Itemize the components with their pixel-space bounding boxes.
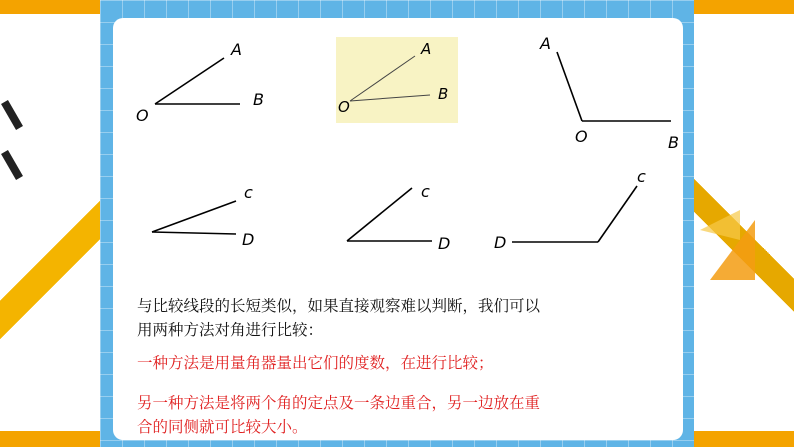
ray-oa-3 xyxy=(557,52,582,121)
ray-oa-2 xyxy=(350,56,415,101)
intro-line-1: 与比较线段的长短类似，如果直接观察难以判断，我们可以 xyxy=(137,297,541,315)
label-o-2: O xyxy=(338,98,350,116)
label-b-3: B xyxy=(668,133,679,152)
ray-c-1 xyxy=(152,201,236,232)
label-c-2: c xyxy=(421,182,430,201)
method-one-line: 一种方法是用量角器量出它们的度数，在进行比较； xyxy=(137,354,494,372)
label-d-1: D xyxy=(242,230,255,249)
method-two-line-2: 合的同侧就可比较大小。 xyxy=(137,418,308,436)
label-a-1: A xyxy=(231,40,242,59)
label-a-3: A xyxy=(540,34,551,53)
label-d-3: D xyxy=(494,233,507,252)
ray-c-3 xyxy=(598,186,637,242)
ray-ob-2 xyxy=(350,95,430,101)
label-d-2: D xyxy=(438,234,451,253)
label-c-1: c xyxy=(244,183,253,202)
label-b-2: B xyxy=(438,85,449,103)
label-b-1: B xyxy=(253,90,264,109)
intro-line-2: 用两种方法对角进行比较： xyxy=(137,321,324,339)
label-o-3: O xyxy=(575,127,588,146)
label-c-3: c xyxy=(637,167,646,186)
method-two-line-1: 另一种方法是将两个角的定点及一条边重合，另一边放在重 xyxy=(137,394,541,412)
label-o-1: O xyxy=(136,106,149,125)
ray-d-1 xyxy=(152,232,236,234)
ray-c-2 xyxy=(347,188,412,241)
ray-oa-1 xyxy=(155,58,224,104)
label-a-2: A xyxy=(421,40,432,58)
